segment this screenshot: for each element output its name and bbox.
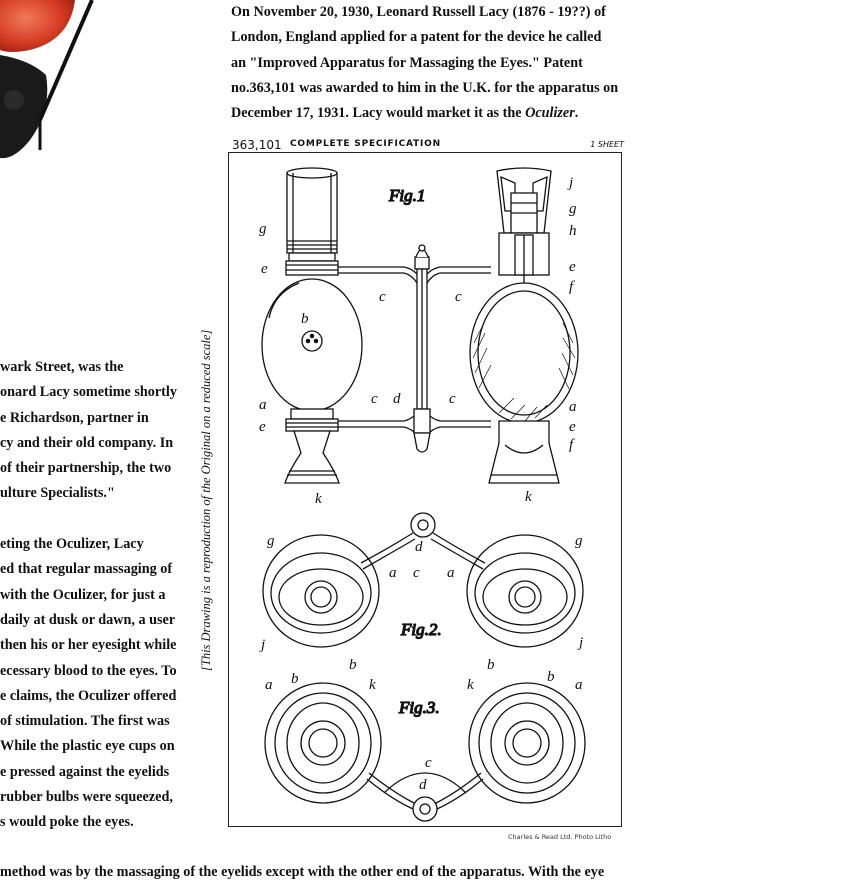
- svg-text:e: e: [569, 419, 576, 435]
- svg-text:c: c: [413, 565, 420, 581]
- svg-text:b: b: [487, 657, 495, 673]
- svg-text:c: c: [379, 289, 386, 305]
- svg-text:f: f: [569, 279, 574, 295]
- svg-text:h: h: [569, 223, 577, 239]
- left-line: rubber bulbs were squeezed,: [0, 789, 173, 806]
- fig3-label: Fig.3.: [399, 698, 440, 717]
- svg-text:j: j: [569, 175, 574, 191]
- svg-text:b: b: [547, 669, 555, 685]
- svg-text:c: c: [425, 755, 432, 771]
- intro-line: no.363,101 was awarded to him in the U.K. for the apparatus on: [231, 79, 619, 96]
- svg-text:k: k: [467, 677, 474, 693]
- printer-credit: Charles & Read Ltd. Photo Litho: [508, 833, 612, 841]
- svg-text:b: b: [291, 671, 299, 687]
- intro-line: London, England applied for a patent for the device he called: [231, 29, 602, 46]
- svg-text:j: j: [261, 637, 266, 653]
- left-line: eting the Oculizer, Lacy: [0, 536, 144, 553]
- fig2-label: Fig.2.: [401, 620, 442, 639]
- svg-text:a: a: [259, 397, 267, 413]
- svg-text:d: d: [415, 539, 423, 555]
- left-line: of stimulation. The first was: [0, 713, 170, 730]
- svg-text:f: f: [569, 437, 574, 453]
- intro-line: [231, 101, 651, 126]
- left-line: of their partnership, the two: [0, 460, 172, 477]
- svg-text:k: k: [315, 491, 322, 507]
- reproduction-note: [This Drawing is a reproduction of the Original on a reduced scale]: [199, 329, 213, 671]
- fig1-right-unit: [470, 168, 578, 483]
- spec-title: COMPLETE SPECIFICATION: [290, 139, 441, 149]
- left-line: wark Street, was the: [0, 359, 124, 375]
- intro-period: .: [574, 105, 579, 122]
- left-line: onard Lacy sometime shortly: [0, 384, 177, 401]
- left-line: then his or her eyesight while: [0, 637, 177, 654]
- fig1-center-rod: [414, 245, 430, 452]
- svg-text:k: k: [369, 677, 376, 693]
- oculizer-name: Oculizer: [525, 105, 575, 122]
- svg-text:e: e: [259, 419, 266, 435]
- left-line: ulture Specialists.": [0, 485, 115, 502]
- svg-text:d: d: [393, 391, 401, 407]
- svg-text:a: a: [265, 677, 273, 693]
- intro-text: December 17, 1931. Lacy would market it as the: [231, 105, 526, 122]
- device-photo-fragment: [0, 0, 110, 170]
- left-line: daily at dusk or dawn, a user: [0, 611, 176, 628]
- svg-text:j: j: [579, 635, 584, 651]
- svg-text:c: c: [455, 289, 462, 305]
- intro-paragraph: [231, 0, 651, 126]
- left-line: s would poke the eyes.: [0, 814, 134, 831]
- svg-text:k: k: [525, 489, 532, 505]
- intro-line: On November 20, 1930, Leonard Russell Lacy (1876 - 19??) of: [231, 4, 606, 20]
- left-line: e pressed against the eyelids: [0, 763, 170, 780]
- svg-text:e: e: [261, 261, 268, 277]
- svg-text:g: g: [575, 533, 583, 549]
- svg-text:a: a: [575, 677, 583, 693]
- patent-number: 363,101: [232, 138, 282, 152]
- left-line: ed that regular massaging of: [0, 561, 173, 578]
- svg-text:b: b: [349, 657, 357, 673]
- intro-line: an "Improved Apparatus for Massaging the Eyes." Patent: [231, 54, 583, 71]
- svg-text:b: b: [301, 311, 309, 327]
- bottom-text-line: method was by the massaging of the eyelids except with the other end of the apparatus. With the eye: [0, 864, 605, 880]
- left-line: While the plastic eye cups on: [0, 738, 175, 755]
- left-column-text: [0, 355, 200, 836]
- fig1-label: Fig.1: [389, 186, 426, 205]
- left-line: ecessary blood to the eyes. To: [0, 662, 177, 679]
- left-line: e claims, the Oculizer offered: [0, 687, 177, 704]
- svg-text:a: a: [569, 399, 577, 415]
- drawing-frame: [228, 152, 622, 827]
- svg-text:a: a: [447, 565, 455, 581]
- left-line: e Richardson, partner in: [0, 409, 149, 426]
- left-line: cy and their old company. In: [0, 434, 174, 451]
- svg-text:g: g: [267, 533, 275, 549]
- fig1-left-unit: [262, 168, 362, 483]
- svg-text:g: g: [259, 221, 267, 237]
- svg-text:d: d: [419, 777, 427, 793]
- left-line: with the Oculizer, for just a: [0, 586, 166, 603]
- svg-text:c: c: [449, 391, 456, 407]
- patent-drawing: [200, 135, 648, 850]
- svg-text:a: a: [389, 565, 397, 581]
- sheet-count: 1 SHEET: [590, 140, 624, 149]
- svg-text:c: c: [371, 391, 378, 407]
- svg-text:g: g: [569, 201, 577, 217]
- svg-text:e: e: [569, 259, 576, 275]
